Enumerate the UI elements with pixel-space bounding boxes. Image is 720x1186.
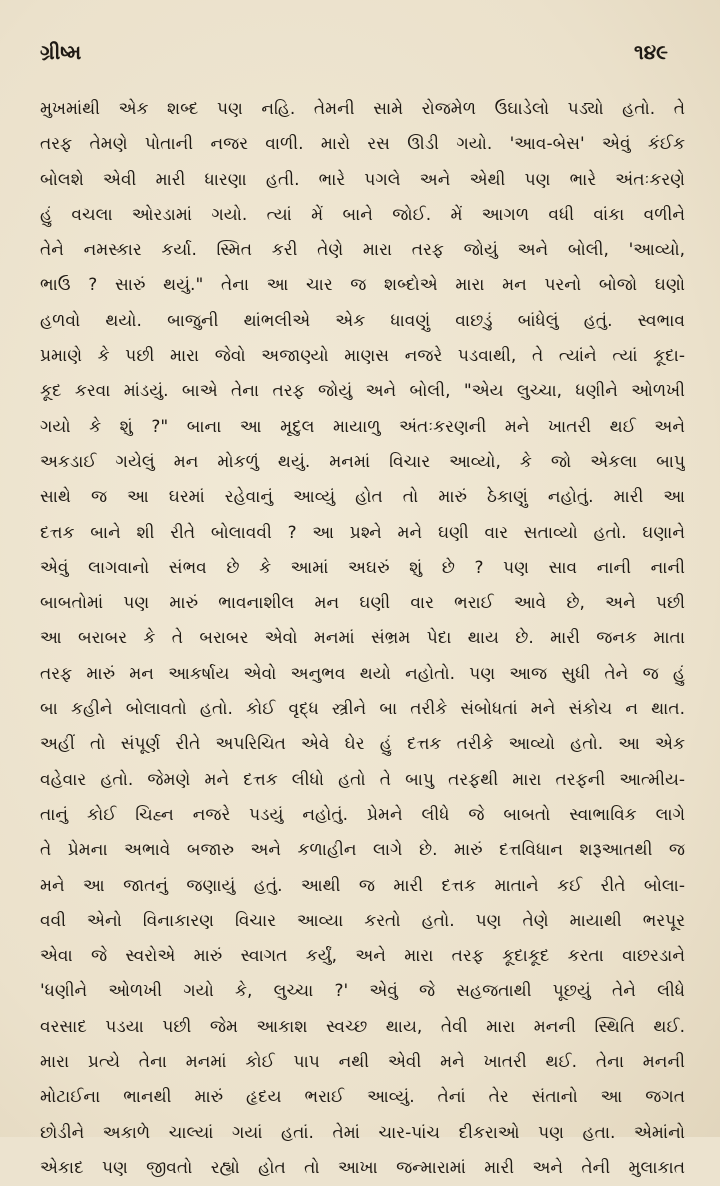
- text-line: વરસાદ પડયા પછી જેમ આકાશ સ્વચ્છ થાય, તેવી મારા મનની સ્થિતિ થઈ.: [40, 1016, 685, 1037]
- text-line: છોડીને અકાળે ચાલ્યાં ગયાં હતાં. તેમાં ચાર-પાંચ દીકરાઓ પણ હતા. એમાંનો: [40, 1122, 685, 1143]
- text-line: તરફ મારું મન આકર્ષાય એવો અનુભવ થયો નહોતો. પણ આજ સુધી તેને જ હું: [40, 663, 685, 684]
- text-line: વવી એનો વિનાકારણ વિચાર આવ્યા કરતો હતો. પણ તેણે માયાથી ભરપૂર: [40, 910, 685, 931]
- page-number: ૧૪૯: [633, 40, 668, 64]
- text-line: તે પ્રેમના અભાવે બજારુ અને કળાહીન લાગે છે. મારું દત્તવિધાન શરૂઆતથી જ: [40, 840, 685, 861]
- text-line: એવા જે સ્વરોએ મારું સ્વાગત કર્યું, અને મારા તરફ કૂદાકૂદ કરતા વાછરડાને: [40, 946, 685, 967]
- text-line: એવું લાગવાનો સંભવ છે કે આમાં અઘરું શું છે ? પણ સાવ નાની નાની: [40, 557, 685, 578]
- page-header: [40, 40, 668, 74]
- running-head: ગ્રીષ્મ: [40, 40, 82, 64]
- text-line: બોલશે એવી મારી ધારણા હતી. ભારે પગલે અને એથી પણ ભારે અંતઃકરણે: [40, 169, 685, 190]
- text-line: પ્રમાણે કે પછી મારા જેવો અજાણ્યો માણસ નજરે પડવાથી, તે ત્યાંને ત્યાં કૂદા-: [40, 346, 685, 367]
- text-line: આ બરાબર કે તે બરાબર એવો મનમાં સંભ્રમ પેદા થાય છે. મારી જનક માતા: [40, 628, 685, 649]
- text-line: મારા પ્રત્યે તેના મનમાં કોઈ પાપ નથી એવી મને ખાતરી થઈ. તેના મનની: [40, 1052, 685, 1073]
- text-line: મોટાઈના ભાનથી મારું હૃદય ભરાઈ આવ્યું. તેનાં તેર સંતાનો આ જગત: [40, 1087, 685, 1108]
- text-line: અહીં તો સંપૂર્ણ રીતે અપરિચિત એવે ઘેર હું દત્તક તરીકે આવ્યો હતો. આ એક: [40, 734, 685, 755]
- text-line: તેને નમસ્કાર કર્યા. સ્મિત કરી તેણે મારા તરફ જોયું અને બોલી, 'આવ્યો,: [40, 240, 685, 261]
- text-line: મુખમાંથી એક શબ્દ પણ નહિ. તેમની સામે રોજમેળ ઉઘાડેલો પડ્યો હતો. તે: [40, 99, 685, 119]
- text-line: હું વચલા ઓરડામાં ગયો. ત્યાં મેં બાને જોઈ. મેં આગળ વધી વાંકા વળીને: [40, 204, 685, 225]
- text-line: સાથે જ આ ઘરમાં રહેવાનું આવ્યું હોત તો મારું ઠેકાણું નહોતું. મારી આ: [40, 487, 685, 508]
- text-line: અકડાઈ ગયેલું મન મોકળું થયું. મનમાં વિચાર આવ્યો, કે જો એકલા બાપુ: [40, 451, 685, 472]
- text-line: મને આ જાતનું જણાયું હતું. આથી જ મારી દત્તક માતાને કઈ રીતે બોલા-: [40, 875, 685, 896]
- text-line: તાનું કોઈ ચિહ્ન નજરે પડયું નહોતું. પ્રેમને લીધે જે બાબતો સ્વાભાવિક લાગે: [40, 804, 685, 825]
- text-line: એકાદ પણ જીવતો રહ્યો હોત તો આખા જન્મારામાં મારી અને તેની મુલાકાત: [40, 1157, 685, 1178]
- text-line: બા કહીને બોલાવતો હતો. કોઈ વૃદ્ધ સ્ત્રીને બા તરીકે સંબોધતાં મને સંકોચ ન થાત.: [40, 699, 685, 720]
- text-line: કૂદ કરવા માંડયું. બાએ તેના તરફ જોયું અને બોલી, "એય લુચ્ચા, ધણીને ઓળખી: [40, 381, 685, 402]
- text-line: 'ધણીને ઓળખી ગયો કે, લુચ્ચા ?' એવું જે સહજતાથી પૂછયું તેને લીધે: [40, 981, 685, 1002]
- text-line: હળવો થયો. બાજુની થાંભલીએ એક ધાવણું વાછડું બાંધેલું હતું. સ્વભાવ: [40, 310, 685, 331]
- text-line: બાબતોમાં પણ મારું ભાવનાશીલ મન ઘણી વાર ભરાઈ આવે છે, અને પછી: [40, 593, 685, 614]
- text-line: ભાઉ ? સારું થયું." તેના આ ચાર જ શબ્દોએ મારા મન પરનો બોજો ઘણો: [40, 275, 685, 296]
- text-line: દત્તક બાને શી રીતે બોલાવવી ? આ પ્રશ્ને મને ઘણી વાર સતાવ્યો હતો. ઘણાને: [40, 522, 685, 543]
- text-line: તરફ તેમણે પોતાની નજર વાળી. મારો રસ ઊડી ગયો. 'આવ-બેસ' એવું કંઈક: [40, 134, 685, 155]
- body-text: [40, 92, 685, 1186]
- text-line: ગયો કે શું ?" બાના આ મૃદુલ માયાળુ અંતઃકરણની મને ખાતરી થઈ અને: [40, 416, 685, 437]
- text-line: વહેવાર હતો. જેમણે મને દત્તક લીધો હતો તે બાપુ તરફથી મારા તરફની આત્મીય-: [40, 769, 685, 790]
